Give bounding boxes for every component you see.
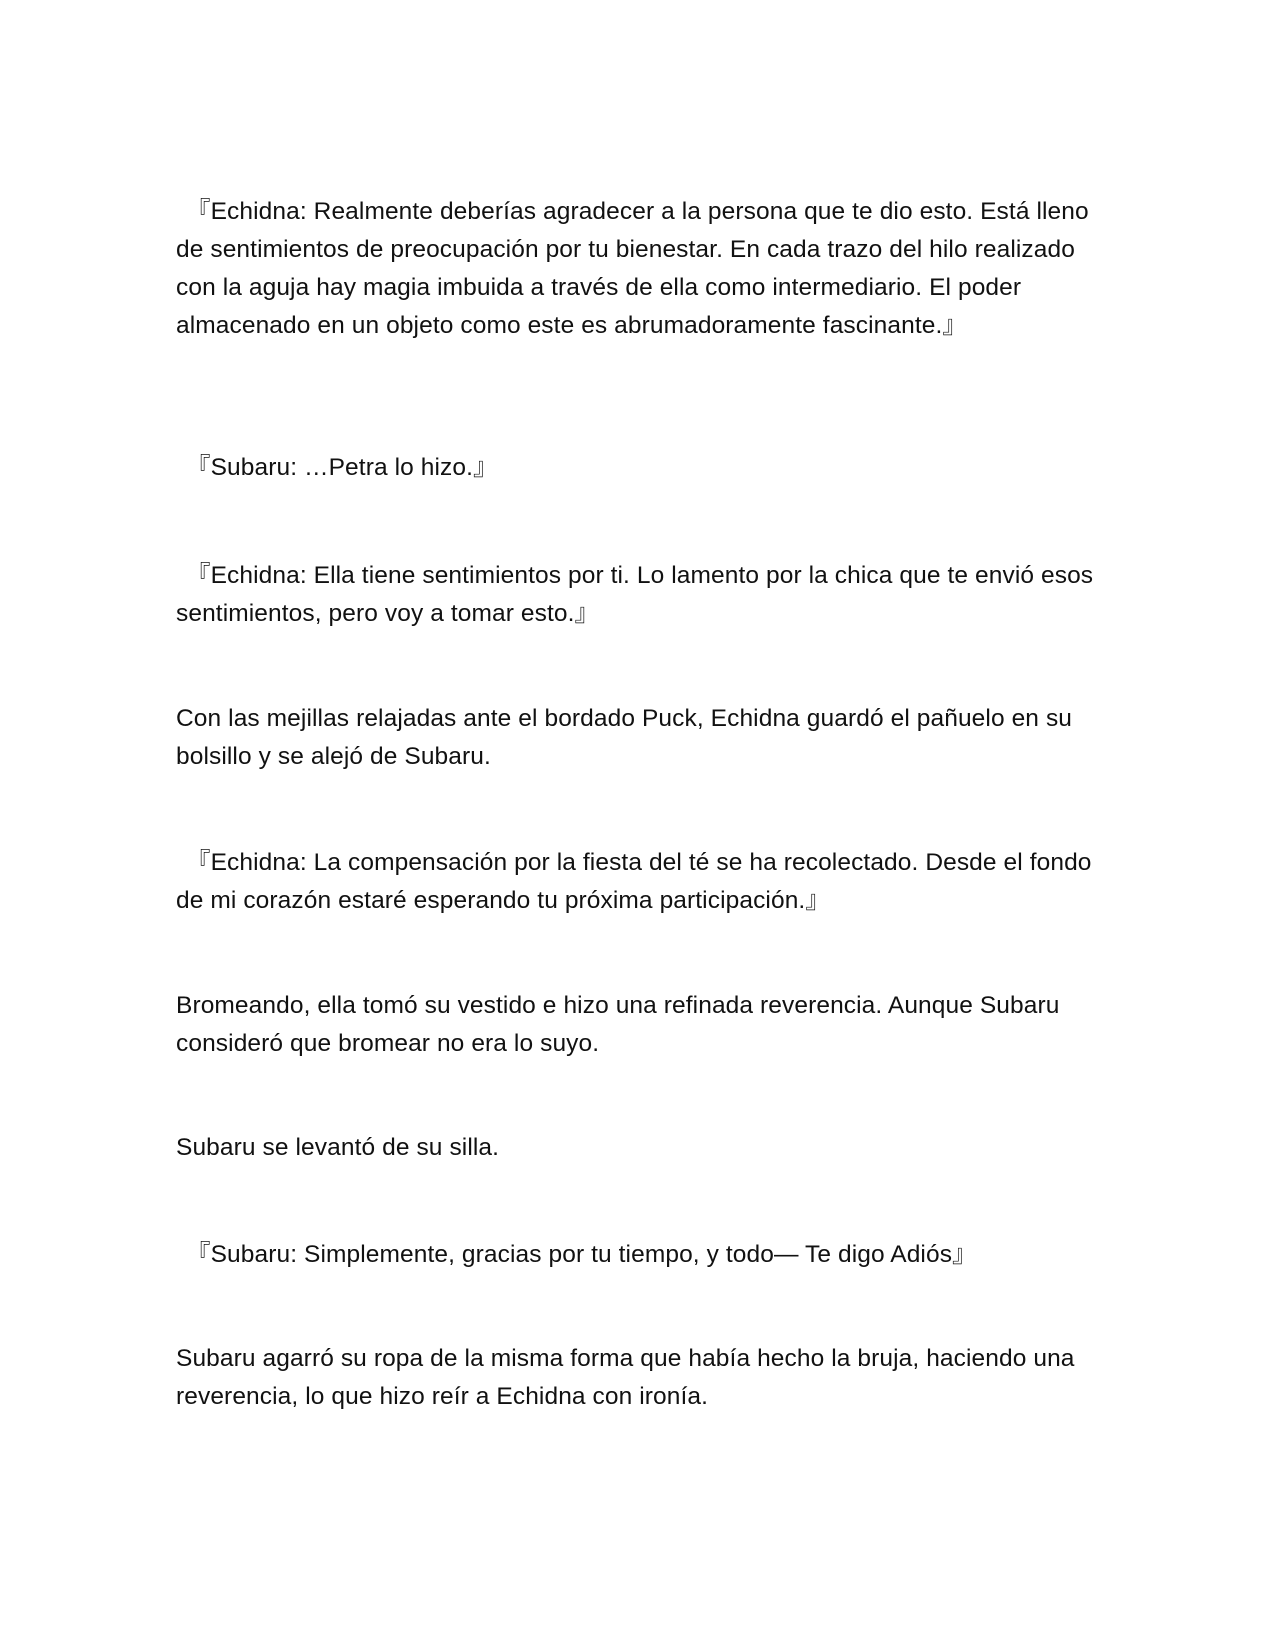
paragraph-subaru-stands: Subaru se levantó de su silla. <box>176 1134 500 1161</box>
paragraph-subaru-bows: Subaru agarró su ropa de la misma forma que había hecho la bruja, haciendo una reverencia, lo que hizo reír a Echidna con ironía. <box>176 1345 1075 1410</box>
paragraph-subaru-goodbye: 『Subaru: Simplemente, gracias por tu tiempo, y todo— Te digo Adiós』 <box>186 1241 977 1268</box>
paragraph-reverence: Bromeando, ella tomó su vestido e hizo una refinada reverencia. Aunque Subaru consideró que bromear no era lo suyo. <box>176 992 1060 1057</box>
paragraph-echidna-compensation: 『Echidna: La compensación por la fiesta del té se ha recolectado. Desde el fondo de mi corazón estaré esperando tu próxima participación.』 <box>176 849 1092 914</box>
paragraph-echidna-gratitude: 『Echidna: Realmente deberías agradecer a la persona que te dio esto. Está lleno de sentimientos de preocupación por tu bienestar. En cada trazo del hilo realizado con la aguja hay magia imbuida a través de ella como intermediario. El poder almacenado en un objeto como este es abrumadoramente fascinante.』 <box>176 198 1089 339</box>
paragraph-echidna-feelings: 『Echidna: Ella tiene sentimientos por ti. Lo lamento por la chica que te envió esos sentimientos, pero voy a tomar esto.』 <box>176 562 1094 627</box>
paragraph-subaru-petra: 『Subaru: …Petra lo hizo.』 <box>186 454 498 481</box>
paragraph-handkerchief: Con las mejillas relajadas ante el bordado Puck, Echidna guardó el pañuelo en su bolsillo y se alejó de Subaru. <box>176 705 1073 770</box>
